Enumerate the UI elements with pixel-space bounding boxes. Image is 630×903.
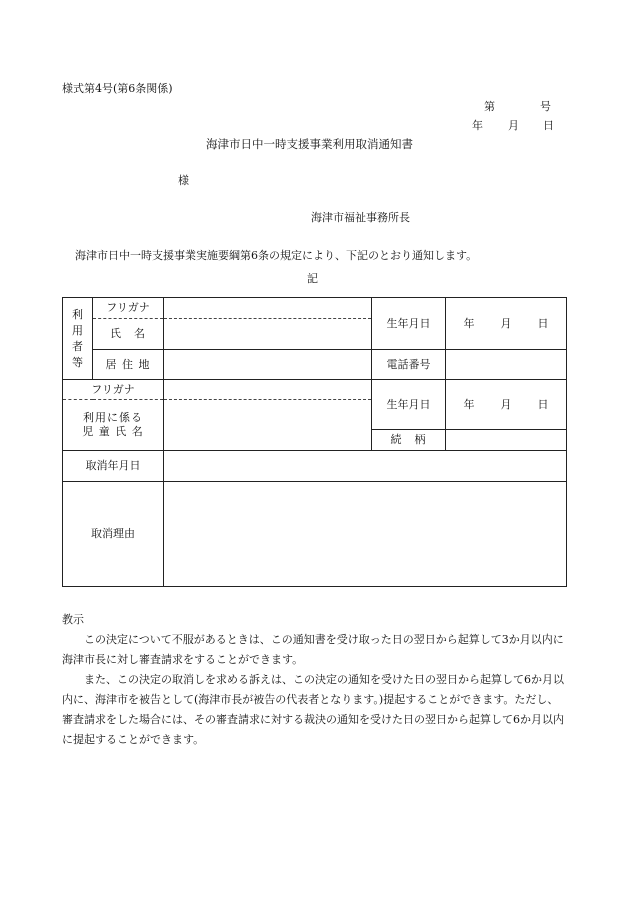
child-birthdate-month-unit: 月 bbox=[500, 397, 512, 411]
child-birthdate-day-unit: 日 bbox=[537, 397, 549, 411]
birthdate-year-unit: 年 bbox=[463, 316, 475, 330]
child-furigana-input[interactable] bbox=[164, 380, 372, 400]
address-input[interactable] bbox=[164, 350, 372, 380]
sender-name: 海津市福祉事務所長 bbox=[311, 211, 410, 224]
notes-paragraph-2: また、この決定の取消しを求める訴えは、この決定の通知を受けた日の翌日から起算して6か月以内に、海津市を被告として(海津市長が被告の代表者となります。)提起することができます。ただし、審査請求をした場合には、その審査請求に対する裁決の通知を受けた日の翌日から起算して6か月以内に提起することができます。 bbox=[62, 673, 564, 746]
child-name-label-cell bbox=[63, 400, 164, 451]
ki-label: 記 bbox=[307, 272, 318, 285]
cancel-date-input[interactable] bbox=[164, 451, 567, 481]
issue-date-day: 日 bbox=[543, 119, 554, 132]
birthdate-input[interactable] bbox=[446, 298, 567, 350]
cancel-date-label: 取消年月日 bbox=[63, 451, 164, 481]
body-text: 海津市日中一時支援事業実施要綱第6条の規定により、下記のとおり通知します。 bbox=[75, 249, 478, 262]
phone-label: 電話番号 bbox=[372, 350, 446, 380]
issue-date-month: 月 bbox=[508, 119, 519, 132]
form-number: 様式第4号(第6条関係) bbox=[62, 82, 173, 95]
birthdate-label: 生年月日 bbox=[372, 298, 446, 350]
instruction-notes bbox=[62, 610, 568, 750]
address-label: 居 住 地 bbox=[93, 350, 164, 380]
furigana-input[interactable] bbox=[164, 298, 372, 319]
user-group-label-cell bbox=[63, 298, 93, 380]
child-furigana-label: フリガナ bbox=[63, 380, 164, 400]
user-group-label: 利用者等 bbox=[72, 307, 83, 369]
name-label: 氏 名 bbox=[93, 319, 164, 350]
document-title: 海津市日中一時支援事業利用取消通知書 bbox=[206, 137, 413, 151]
notes-paragraph-1: この決定について不服があるときは、この通知書を受け取った日の翌日から起算して3か月以内に海津市長に対し審査請求をすることができます。 bbox=[62, 633, 564, 666]
birthdate-day-unit: 日 bbox=[537, 316, 549, 330]
cancel-reason-input[interactable] bbox=[164, 481, 567, 586]
child-name-label-line1: 利用に係る bbox=[83, 411, 143, 425]
cancel-reason-label: 取消理由 bbox=[63, 481, 164, 586]
relation-input[interactable] bbox=[446, 430, 567, 451]
child-birthdate-year-unit: 年 bbox=[463, 397, 475, 411]
birthdate-month-unit: 月 bbox=[500, 316, 512, 330]
child-name-label-line2: 児 童 氏 名 bbox=[82, 425, 144, 439]
child-birthdate-input[interactable] bbox=[446, 380, 567, 430]
notes-heading: 教示 bbox=[62, 613, 84, 626]
child-birthdate-label: 生年月日 bbox=[372, 380, 446, 430]
addressee-suffix: 様 bbox=[178, 174, 189, 187]
form-table bbox=[62, 297, 567, 587]
child-name-input[interactable] bbox=[164, 400, 372, 451]
doc-number-prefix: 第 bbox=[484, 100, 495, 113]
issue-date-year: 年 bbox=[472, 119, 483, 132]
doc-number-suffix: 号 bbox=[540, 100, 551, 113]
relation-label: 続 柄 bbox=[372, 430, 446, 451]
name-input[interactable] bbox=[164, 319, 372, 350]
phone-input[interactable] bbox=[446, 350, 567, 380]
furigana-label: フリガナ bbox=[93, 298, 164, 319]
